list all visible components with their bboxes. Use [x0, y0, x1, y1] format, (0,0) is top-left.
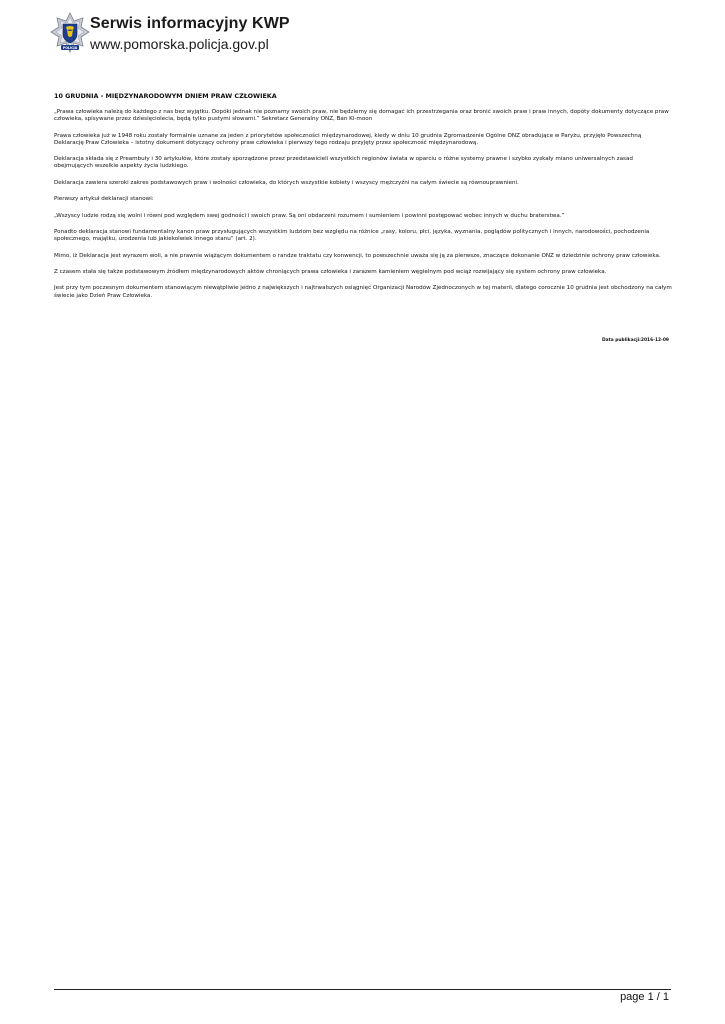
article-paragraph: Prawa człowieka już w 1948 roku zostały formalnie uznane za jeden z priorytetów społeczności międzynarodowej, kiedy w dniu 10 grudnia Zgromadzenie Ogólne ONZ obradujące w Paryżu, przyjęło Powszechną Deklarację Praw Człowieka – istotny dokument dotyczący ochrony praw człowieka i pierwszy tego rodzaju przyjęty przez społeczność międzynarodową.: [54, 132, 642, 146]
police-star-logo-icon: [50, 12, 90, 56]
article-paragraph: „Prawa człowieka należą do każdego z nas bez wyjątku. Dopóki jednak nie poznamy swoich praw, nie będziemy się domagać ich przestrzegania oraz bronić swoich praw i praw innych, dopóty dokumenty dotyczące praw człowieka, spisywane przez dziesięciolecia, będą tylko pustymi słowami.” Sekretarz Generalny ONZ, Ban Ki-moon: [54, 109, 669, 123]
article-paragraph: Ponadto deklaracja stanowi fundamentalny kanon praw przysługujących wszystkim ludziom bez względu na różnice „rasy, koloru, płci, języka, wyznania, poglądów politycznych i innych, narodowości, pochodzenia społecznego, majątku, urodzenia lub jakiekolwiek innego stanu” (art. 2).: [54, 228, 650, 243]
article-title: 10 GRUDNIA - MIĘDZYNARODOWYM DNIEM PRAW CZŁOWIEKA: [54, 92, 277, 100]
article-paragraph: Jest przy tym poczesnym dokumentem stanowiącym niewątpliwie jedno z największych i najtrwalszych osiągnięć Organizacji Narodów Zjednoczonych w tej materii, dlatego corocznie 10 grudnia jest obchodzony na całym świecie jako Dzień Praw Człowieka.: [54, 285, 672, 299]
page-number: page 1 / 1: [620, 991, 669, 1003]
footer-divider: [54, 989, 671, 990]
publication-date: Data publikacji:2016-12-09: [602, 338, 669, 343]
article-paragraph: „Wszyscy ludzie rodzą się wolni i równi pod względem swej godności i swoich praw. Są oni obdarzeni rozumem i sumieniem i powinni postępować wobec innych w duchu braterstwa.”: [54, 212, 565, 219]
article-paragraph: Z czasem stała się także podstawowym źródłem międzynarodowych aktów chroniących prawa człowieka i zarazem kamieniem węgielnym pod wciąż rozwijający się system ochrony praw człowieka.: [54, 268, 607, 275]
article-paragraph: Pierwszy artykuł deklaracji stanowi:: [54, 196, 154, 203]
article-paragraph: Deklaracja składa się z Preambuły i 30 artykułów, które zostały sporządzone przez przedstawicieli wszystkich regionów świata w oparciu o różne systemy prawne i szybko zyskały miano uniwersalnych zasad obejmujących wszelkie aspekty życia ludzkiego.: [54, 156, 633, 170]
svg-text:POLICJA: POLICJA: [62, 46, 78, 50]
site-title: Serwis informacyjny KWP: [90, 15, 290, 32]
page-header: [50, 12, 670, 58]
article-paragraph: Mimo, iż Deklaracja jest wyrazem woli, a nie prawnie wiążącym dokumentem o randze traktatu czy konwencji, to powszechnie uważa się ją za pierwsze, znaczące dokonanie ONZ w dziedzinie ochrony praw człowieka.: [54, 252, 661, 259]
article-body: [54, 92, 672, 309]
site-url[interactable]: www.pomorska.policja.gov.pl: [90, 36, 269, 52]
article-paragraph: Deklaracja zawiera szeroki zakres podstawowych praw i wolności człowieka, do których wszystkie kobiety i wszyscy mężczyźni na całym świecie są równouprawnieni.: [54, 179, 519, 186]
